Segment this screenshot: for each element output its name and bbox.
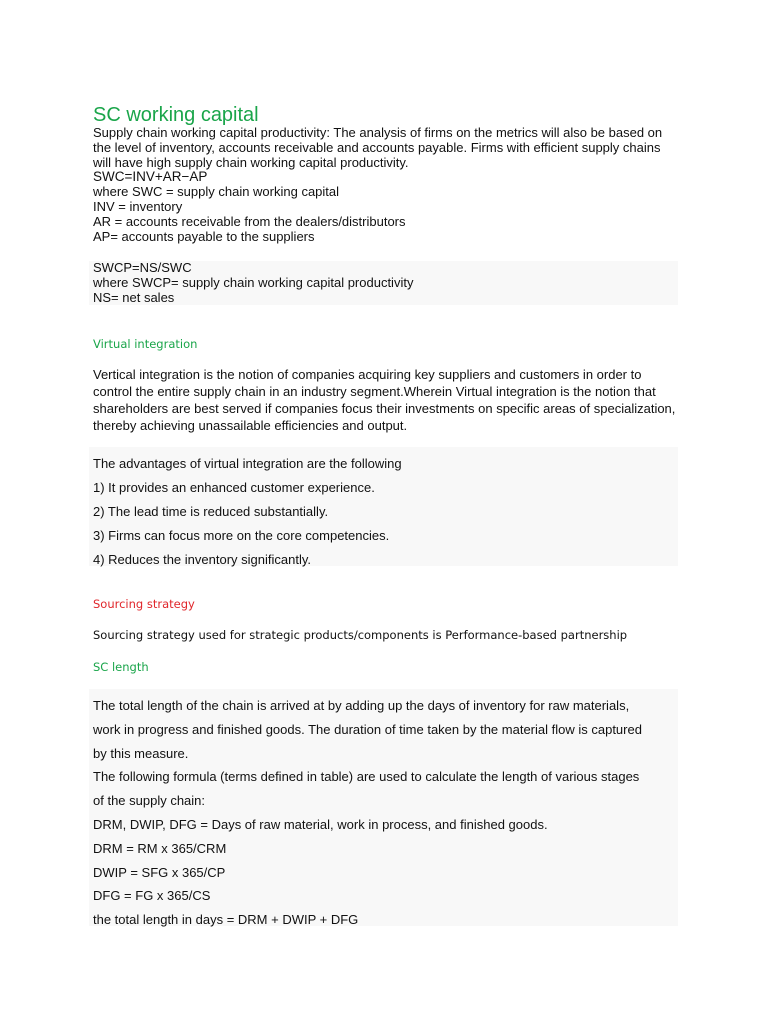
sc-length-line: work in progress and finished goods. The duration of time taken by the material flow is captured bbox=[93, 721, 642, 737]
definition-swc: where SWC ​= supply chain working capital bbox=[93, 184, 340, 200]
total-length-formula: the total length in days = DRM + DWIP + DFG bbox=[93, 912, 359, 928]
sc-length-line: The total length of the chain is arrived at by adding up the days of inventory for raw materials, bbox=[93, 698, 630, 713]
definition-ap: AP= accounts payable to the suppliers bbox=[93, 228, 315, 244]
sc-length-block bbox=[89, 689, 678, 926]
swcp-formula: SWCP=NS/SWC bbox=[93, 260, 192, 275]
sc-length-line: DRM, DWIP, DFG = Days of raw material, work in process, and finished goods. bbox=[93, 816, 548, 832]
list-item: 1) It provides an enhanced customer experience. bbox=[93, 480, 375, 495]
sc-length-line: The following formula (terms defined in table) are used to calculate the length of various stages bbox=[93, 769, 640, 785]
sc-length-line: of the supply chain: bbox=[93, 793, 206, 809]
working-capital-block bbox=[93, 126, 678, 244]
definition-inv: INV = inventory bbox=[93, 198, 183, 214]
dfg-formula: DFG = FG x 365/CS bbox=[93, 888, 211, 904]
list-item: 2) The lead time is reduced substantially. bbox=[93, 504, 329, 519]
definition-ar: AR = accounts receivable from the dealers/distributors bbox=[93, 213, 406, 229]
dwip-formula: DWIP = SFG x 365/CP bbox=[93, 864, 226, 880]
swc-formula: SWC=INV+AR−AP bbox=[93, 169, 208, 185]
page-title: SC working capital bbox=[93, 104, 259, 126]
sc-length-line: by this measure. bbox=[93, 745, 189, 761]
list-item: 3) Firms can focus more on the core competencies. bbox=[93, 528, 390, 543]
sc-length-heading: SC length bbox=[93, 660, 149, 674]
sourcing-strategy-text: Sourcing strategy used for strategic products/components is Performance-based partnership bbox=[93, 628, 628, 642]
advantages-block bbox=[89, 447, 678, 566]
virtual-integration-paragraph: Vertical integration is the notion of companies acquiring key suppliers and customers in order to control the entire supply chain in an industry segment.Wherein Virtual integration is the notion that shareholders are best served if companies focus their investments on specific areas of specialization, thereby achieving unassailable efficiencies and output. bbox=[93, 367, 676, 433]
definition-swcp: where SWCP= supply chain working capital productivity bbox=[93, 274, 414, 290]
intro-text: Supply chain working capital productivity: The analysis of firms on the metrics will also be based on the level of inventory, accounts receivable and accounts payable. Firms with efficient supply chains will have high supply chain working capital productivity. bbox=[93, 125, 663, 170]
sourcing-strategy-heading: Sourcing strategy bbox=[93, 597, 195, 611]
definition-ns: NS= net sales bbox=[93, 289, 175, 305]
drm-formula: DRM = RM x 365/CRM bbox=[93, 840, 227, 856]
productivity-block bbox=[89, 261, 678, 305]
virtual-integration-heading: Virtual integration bbox=[93, 337, 198, 351]
advantages-intro: The advantages of virtual integration are the following bbox=[93, 456, 402, 471]
list-item: 4) Reduces the inventory significantly. bbox=[93, 552, 311, 567]
